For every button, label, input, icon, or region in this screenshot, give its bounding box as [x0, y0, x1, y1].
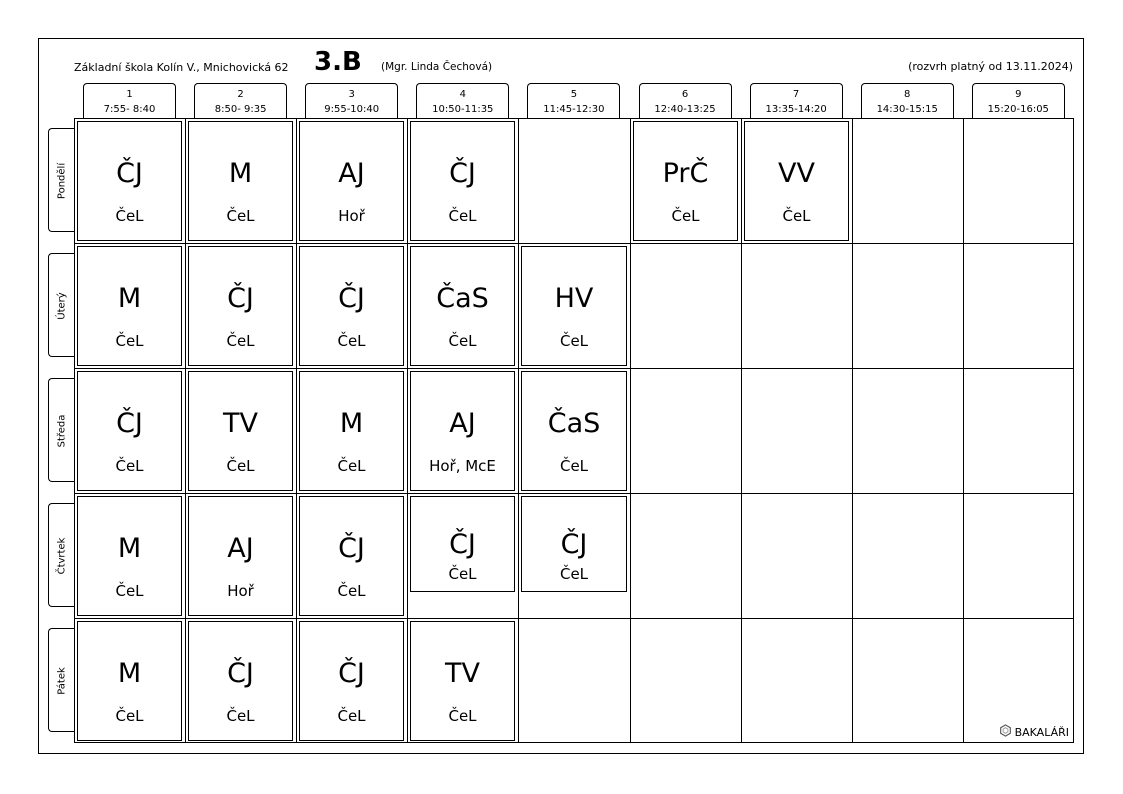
lesson-subject: HV	[554, 283, 594, 314]
timetable-cell	[963, 243, 1074, 368]
day-label-4	[48, 503, 75, 607]
period-time: 11:45-12:30	[543, 104, 605, 115]
period-number: 2	[237, 89, 244, 100]
lesson-subject: VV	[778, 158, 815, 189]
period-header-row	[74, 83, 1074, 119]
period-header-5	[527, 83, 620, 119]
timetable-cell	[518, 618, 630, 743]
lesson-teacher: Hoř	[338, 207, 365, 225]
period-header-3	[305, 83, 398, 119]
timetable-cell	[963, 118, 1074, 243]
lesson-card[interactable]	[299, 621, 404, 741]
lesson-subject: ČJ	[227, 283, 254, 314]
lesson-subject: TV	[445, 658, 480, 689]
period-time: 7:55- 8:40	[103, 104, 156, 115]
timetable-cell	[741, 368, 852, 493]
lesson-teacher: ČeL	[671, 207, 700, 225]
period-time: 9:55-10:40	[324, 104, 380, 115]
period-time: 13:35-14:20	[765, 104, 827, 115]
lesson-subject: ČJ	[338, 658, 365, 689]
period-number: 4	[459, 89, 466, 100]
bakalari-logo	[999, 724, 1069, 740]
timetable-cell	[518, 118, 630, 243]
lesson-card[interactable]	[77, 496, 182, 616]
lesson-teacher: ČeL	[226, 332, 255, 350]
lesson-subject: ČaS	[436, 283, 489, 314]
timetable-cell	[852, 118, 963, 243]
lesson-teacher: ČeL	[115, 457, 144, 475]
lesson-subject: ČJ	[116, 158, 143, 189]
lesson-card[interactable]	[77, 371, 182, 491]
lesson-teacher: ČeL	[115, 207, 144, 225]
timetable-cell	[630, 243, 741, 368]
lesson-teacher: ČeL	[115, 707, 144, 725]
lesson-card[interactable]	[188, 371, 293, 491]
lesson-card[interactable]	[77, 246, 182, 366]
lesson-card[interactable]	[633, 121, 738, 241]
lesson-card[interactable]	[521, 371, 627, 491]
lesson-teacher: ČeL	[337, 707, 366, 725]
lesson-teacher: Hoř, McE	[429, 457, 496, 475]
day-label-3	[48, 378, 75, 482]
lesson-card[interactable]	[188, 121, 293, 241]
period-number: 8	[904, 89, 911, 100]
day-label-1	[48, 128, 75, 232]
lesson-subject: M	[117, 658, 142, 689]
lesson-subject: ČJ	[338, 283, 365, 314]
period-number: 7	[792, 89, 800, 100]
lesson-card[interactable]	[410, 621, 515, 741]
lesson-subject: M	[117, 533, 142, 564]
lesson-card[interactable]	[521, 246, 627, 366]
day-name: Čtvrtek	[56, 537, 68, 575]
timetable-cell	[741, 243, 852, 368]
lesson-subject: AJ	[338, 158, 365, 189]
timetable-cell	[852, 618, 963, 743]
period-header-8	[861, 83, 954, 119]
lesson-teacher: ČeL	[448, 565, 477, 583]
lesson-teacher: ČeL	[782, 207, 811, 225]
lesson-teacher: Hoř	[227, 582, 254, 600]
period-number: 9	[1015, 89, 1022, 100]
lesson-teacher: ČeL	[115, 582, 144, 600]
period-header-6	[639, 83, 732, 119]
lesson-card[interactable]	[410, 496, 515, 592]
lesson-card[interactable]	[299, 496, 404, 616]
lesson-subject: ČJ	[338, 533, 365, 564]
school-name: Základní škola Kolín V., Mnichovická 62	[74, 61, 289, 74]
lesson-subject: M	[117, 283, 142, 314]
lesson-teacher: ČeL	[226, 207, 255, 225]
lesson-card[interactable]	[188, 621, 293, 741]
period-time: 14:30-15:15	[876, 104, 938, 115]
lesson-teacher: ČeL	[448, 332, 477, 350]
lesson-card[interactable]	[410, 246, 515, 366]
timetable-cell	[741, 493, 852, 618]
lesson-subject: ČJ	[116, 408, 143, 439]
class-name: 3.B	[314, 47, 362, 77]
lesson-teacher: ČeL	[115, 332, 144, 350]
timetable-grid	[74, 118, 1074, 743]
lesson-subject: ČJ	[227, 658, 254, 689]
lesson-subject: AJ	[227, 533, 254, 564]
day-name: Úterý	[56, 292, 68, 320]
lesson-subject: ČJ	[449, 158, 476, 189]
day-labels-column	[48, 118, 75, 743]
lesson-card[interactable]	[410, 121, 515, 241]
timetable-cell	[963, 368, 1074, 493]
day-name: Pondělí	[56, 162, 68, 200]
timetable-cell	[630, 368, 741, 493]
timetable-cell	[852, 493, 963, 618]
lesson-subject: ČJ	[449, 529, 476, 560]
lesson-subject: TV	[223, 408, 258, 439]
lesson-teacher: ČeL	[559, 565, 589, 583]
lesson-card[interactable]	[77, 121, 182, 241]
day-label-5	[48, 628, 75, 732]
period-time: 10:50-11:35	[432, 104, 494, 115]
bakalari-logo-icon	[999, 724, 1012, 740]
day-name: Pátek	[56, 667, 68, 695]
period-number: 5	[570, 89, 578, 100]
lesson-teacher: ČeL	[337, 582, 366, 600]
validity-date: (rozvrh platný od 13.11.2024)	[908, 60, 1073, 73]
lesson-card[interactable]	[188, 246, 293, 366]
lesson-teacher: ČeL	[337, 332, 366, 350]
timetable-cell	[852, 368, 963, 493]
timetable-cell	[630, 618, 741, 743]
timetable-cell	[963, 493, 1074, 618]
lesson-subject: M	[228, 158, 253, 189]
period-number: 1	[126, 89, 133, 100]
period-time: 15:20-16:05	[987, 104, 1049, 115]
lesson-card[interactable]	[521, 496, 627, 592]
timetable-cell	[741, 618, 852, 743]
period-number: 3	[348, 89, 355, 100]
period-time: 8:50- 9:35	[214, 104, 267, 115]
bakalari-logo-text: BAKALÁŘI	[1014, 725, 1069, 739]
day-name: Středa	[56, 414, 68, 448]
lesson-teacher: ČeL	[226, 707, 255, 725]
class-teacher: (Mgr. Linda Čechová)	[381, 61, 493, 73]
lesson-card[interactable]	[744, 121, 849, 241]
lesson-card[interactable]	[410, 371, 515, 491]
lesson-card[interactable]	[299, 371, 404, 491]
period-time: 12:40-13:25	[654, 104, 716, 115]
lesson-subject: ČJ	[560, 529, 588, 560]
lesson-teacher: ČeL	[337, 457, 366, 475]
period-header-4	[416, 83, 509, 119]
lesson-subject: PrČ	[662, 158, 709, 189]
lesson-card[interactable]	[188, 496, 293, 616]
lesson-subject: AJ	[449, 408, 476, 439]
lesson-card[interactable]	[299, 246, 404, 366]
lesson-teacher: ČeL	[559, 457, 589, 475]
day-label-2	[48, 253, 75, 357]
timetable-cell	[630, 493, 741, 618]
lesson-subject: ČaS	[547, 408, 601, 439]
lesson-card[interactable]	[77, 621, 182, 741]
lesson-teacher: ČeL	[226, 457, 255, 475]
period-header-9	[972, 83, 1065, 119]
period-header-2	[194, 83, 287, 119]
lesson-subject: M	[339, 408, 364, 439]
period-header-1	[83, 83, 176, 119]
lesson-teacher: ČeL	[448, 707, 477, 725]
period-header-7	[750, 83, 843, 119]
lesson-teacher: ČeL	[559, 332, 589, 350]
lesson-card[interactable]	[299, 121, 404, 241]
timetable-cell	[852, 243, 963, 368]
lesson-teacher: ČeL	[448, 207, 477, 225]
period-number: 6	[681, 89, 689, 100]
